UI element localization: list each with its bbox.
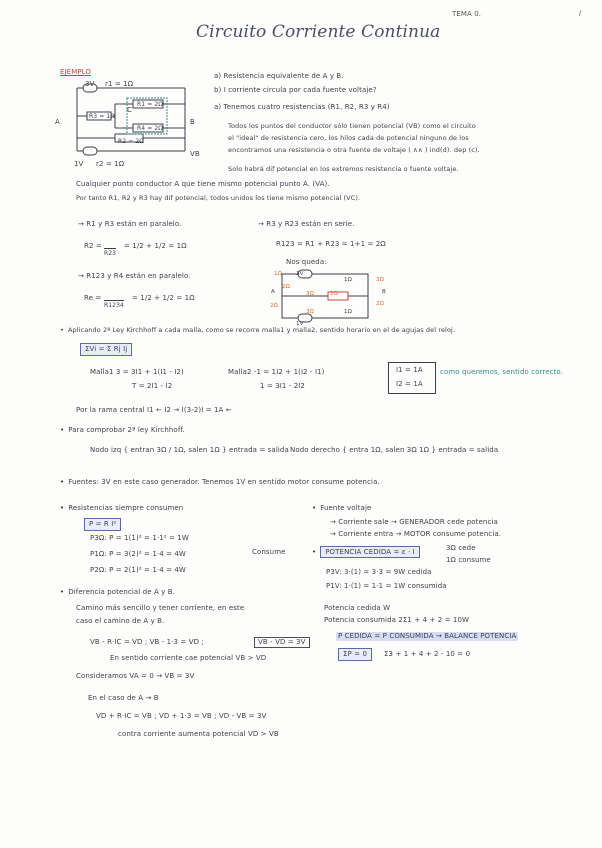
circuit1-node-b: B: [190, 118, 195, 126]
voltage-source-line-1: → Corriente sale → GENERADOR cede potencia: [330, 518, 498, 526]
balance-sum-eq: Σ3 + 1 + 4 + 2 - 10 = 0: [384, 650, 471, 658]
question-b: b) I corriente circula por cada fuente voltaje?: [214, 86, 377, 94]
circuit2-label-11: 1V: [296, 321, 304, 327]
circuit-diagram-2: [270, 266, 380, 326]
balance-statement: P CEDIDA = P CONSUMIDA → BALANCE POTENCIA: [338, 632, 517, 640]
balance-ceded: Potencia cedida W: [324, 604, 391, 612]
balance-sum-label: ΣP = 0: [338, 648, 372, 661]
calc-eq1-result: = 1/2 + 1/2 = 1Ω: [124, 242, 187, 250]
circuit2-label-2: 3V: [296, 271, 304, 277]
diff-heading: • Diferencia potencial de A y B.: [60, 588, 175, 597]
diff-line-2: caso el camino de A y B.: [76, 617, 165, 625]
calc-step-3: → R123 y R4 están en paralelo.: [78, 272, 191, 280]
power-line-3: P2Ω: P = 2(1)² = 1·4 = 4W: [90, 566, 186, 574]
balance-consumed: Potencia consumida 2Σ1 + 4 + 2 = 10W: [324, 616, 470, 624]
diff-eq-4: En el caso de A → B: [88, 694, 159, 702]
circuit2-label-14: 3Ω: [306, 309, 314, 315]
corner-mark: /: [579, 9, 582, 17]
circuit2-node-a: A: [271, 289, 275, 295]
source-consume-label: 1Ω consume: [446, 556, 491, 564]
diff-eq-6: contra corriente aumenta potencial VD > VB: [118, 730, 279, 738]
power-source-3v: P3V: 3·(1) = 3·3 = 9W cedida: [326, 568, 432, 576]
page-title: Circuito Corriente Continua: [196, 22, 441, 42]
circuit2-label-7: 2Ω: [270, 303, 278, 309]
circuit1-r-bot: r2 = 1Ω: [96, 160, 125, 168]
calc-eq3-denom: R1234: [104, 302, 124, 309]
answer-line-2: Todos los puntos del conductor sólo tienen potencial (VB) como el circuito: [228, 122, 476, 130]
diff-eq-3: Consideramos VA = 0 → VB = 3V: [76, 672, 195, 680]
calc-nos-queda: Nos queda:: [286, 258, 327, 266]
calc-step-1: → R1 y R3 están en paralelo.: [78, 220, 182, 228]
voltage-source-heading: • Fuente voltaje: [312, 504, 371, 513]
power-line-2: P1Ω: P = 3(2)² = 1·4 = 4W: [90, 550, 186, 558]
kirchhoff-formula: ΣVi = Σ Rj Ij: [80, 343, 132, 356]
circuit2-label-8: 3Ω: [376, 277, 384, 283]
diff-eq-2: En sentido corriente cae potencial VB > VD: [110, 654, 267, 662]
voltage-source-line-2: → Corriente entra → MOTOR consume potencia.: [330, 530, 502, 538]
circuit1-node-c: C: [127, 106, 132, 114]
kirchhoff-result-i2: I2 = 1A: [396, 380, 423, 388]
answer-line-3: el "ideal" de resistencia cero, los hilos cada de potencial ninguno de los: [228, 134, 469, 142]
calc-eq3-result: = 1/2 + 1/2 = 1Ω: [132, 294, 195, 302]
resistances-text: • Resistencias siempre consumen: [60, 504, 183, 513]
circuit1-r2: R2 = 2Ω: [118, 138, 144, 145]
circuit1-r4: R4 = 2Ω: [137, 125, 163, 132]
sources-text: • Fuentes: 3V en este caso generador. Tenemos 1V en sentido motor consume potencia.: [60, 478, 380, 487]
kirchhoff-intro: • Aplicando 2ª Ley Kirchhoff a cada malla, como se recorre malla1 y malla2, sentido horario en el de agujas del reloj.: [60, 326, 455, 335]
calc-eq2: R123 = R1 + R23 = 1+1 = 2Ω: [276, 240, 386, 248]
circuit1-src-bot: 1V: [74, 160, 84, 168]
kirchhoff-malla1: Malla1 3 = 3I1 + 1(I1 - I2): [90, 368, 184, 376]
circuit1-r-top: r1 = 1Ω: [105, 80, 134, 88]
power-formula: P = R I²: [84, 518, 121, 531]
kirchhoff-central: Por la rama central I1 ← I2 → I(3-2)I = 1A ←: [76, 406, 232, 414]
circuit1-vb: VB: [190, 150, 200, 158]
power-line-1: P3Ω: P = 1(1)² = 1·1² = 1W: [90, 534, 189, 542]
kirchhoff-malla2: Malla2 -1 = 1I2 + 1(I2 - I1): [228, 368, 325, 376]
answer-line-7: Por tanto R1, R2 y R3 hay dif potencial, todos unidos los tiene mismo potencial (VC).: [76, 194, 361, 202]
answer-line-4: encontramos una resistencia o otra fuente de voltaje ( ∧∧ ) ind(d). dep (c).: [228, 146, 480, 154]
calc-step-2: → R3 y R23 están en serie.: [258, 220, 355, 228]
circuit1-r3: R3 = 1Ω: [89, 113, 115, 120]
circuit1-node-a: A: [55, 118, 60, 126]
topic-label: TEMA 0.: [452, 10, 482, 18]
answer-line-5: Solo habrá dif potencial en los extremos resistencia o fuente voltaje.: [228, 165, 459, 173]
kirchhoff-malla1-simplified: T = 2I1 - I2: [132, 382, 173, 390]
node-left: Nodo izq { entran 3Ω / 1Ω, salen 1Ω } entrada = salida: [90, 446, 289, 454]
calc-eq3-label: Re =: [84, 294, 102, 302]
circuit2-label-13: 2Ω: [376, 301, 384, 307]
kirchhoff-malla2-simplified: 1 = 3I1 - 2I2: [260, 382, 305, 390]
circuit2-label-5: 3Ω: [306, 291, 314, 297]
example-label: EJEMPLO: [60, 68, 92, 76]
power-ceded-formula: POTENCIA CEDIDA = ε · I: [320, 546, 420, 558]
diff-eq-1-boxed: VB - VD = 3V: [254, 637, 310, 648]
consume-label: Consume: [252, 548, 286, 556]
circuit2-node-b: B: [382, 289, 386, 295]
circuit2-label-3: 2Ω: [282, 284, 290, 290]
calc-eq1-denom: R23: [104, 250, 117, 257]
circuit2-label-12: 1Ω: [344, 309, 352, 315]
circuit-diagram-1: [55, 76, 205, 166]
answer-line-1: a) Tenemos cuatro resistencias (R1, R2, R3 y R4): [214, 103, 390, 111]
check-law-text: • Para comprobar 2ª ley Kirchhoff.: [60, 426, 185, 435]
circuit1-src-top: 3V: [85, 80, 95, 88]
circuit2-label-4: 1Ω: [344, 277, 352, 283]
calc-eq1-label: R2 =: [84, 242, 102, 250]
circuit2-label-1: 1Ω: [274, 271, 282, 277]
diff-eq-5: VD + R·IC = VB ; VD + 1·3 = VB ; VD - VB = 3V: [96, 712, 267, 720]
diff-line-1: Camino más sencillo y tener corriente, en este: [76, 604, 245, 612]
diff-eq-1: VB - R·IC = VD ; VB - 1·3 = VD ;: [90, 638, 204, 646]
power-source-1v: P1V: 1·(1) = 1·1 = 1W consumida: [326, 582, 447, 590]
circuit1-r1: R1 = 2Ω: [137, 101, 163, 108]
kirchhoff-result-i1: I1 = 1A: [396, 366, 423, 374]
answer-line-6: Cualquier punto conductor A que tiene mismo potencial punto A. (VA).: [76, 180, 330, 188]
node-right: Nodo derecho { entra 1Ω, salen 3Ω 1Ω } entrada = salida: [290, 446, 499, 454]
circuit2-label-6: 2Ω: [330, 291, 338, 297]
question-a: a) Resistencia equivalente de A y B.: [214, 72, 344, 80]
source-cede-label: 3Ω cede: [446, 544, 476, 552]
kirchhoff-note: como queremos, sentido correcto.: [440, 368, 563, 376]
